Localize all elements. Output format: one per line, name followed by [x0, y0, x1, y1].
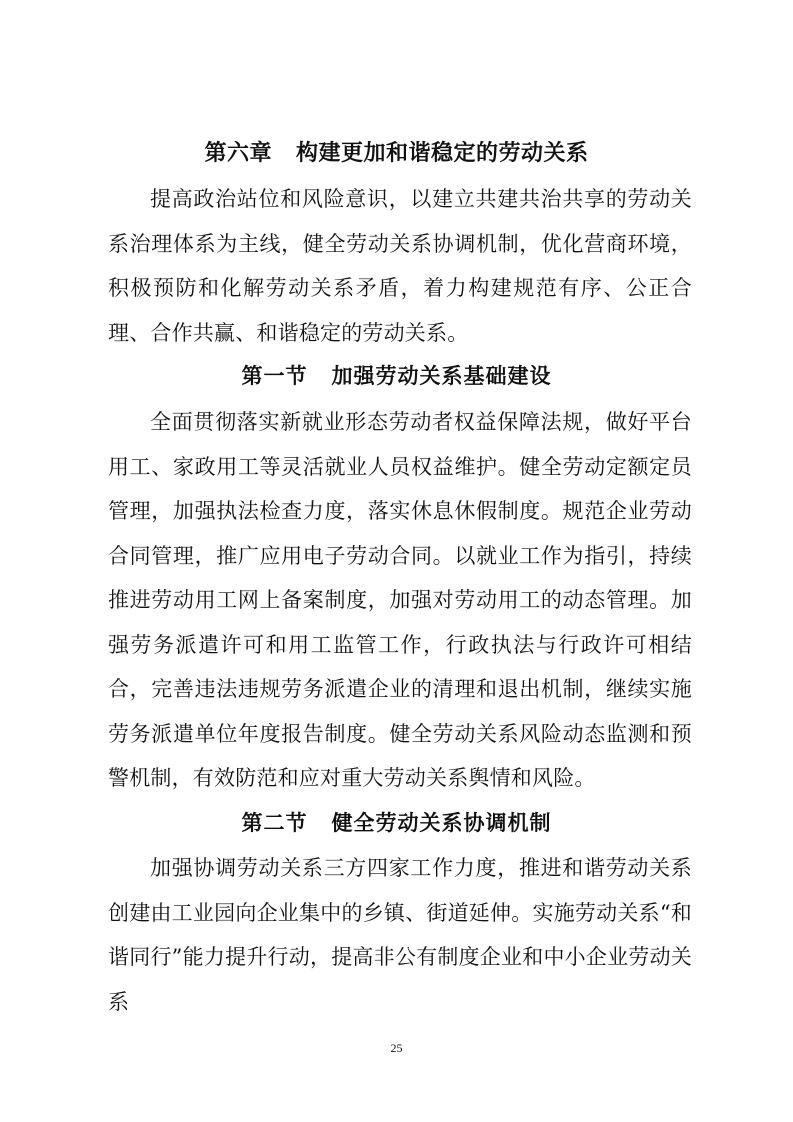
section-2-number: 第二节: [241, 810, 308, 835]
section-1-heading: [0, 360, 793, 392]
section-1-title: 加强劳动关系基础建设: [331, 363, 552, 388]
page-number: 25: [390, 1041, 403, 1055]
section-2-title: 健全劳动关系协调机制: [331, 810, 552, 835]
chapter-title: 构建更加和谐稳定的劳动关系: [296, 140, 589, 166]
section-2-paragraph: 加强协调劳动关系三方四家工作力度，推进和谐劳动关系创建由工业园向企业集中的乡镇、街道延伸。实施劳动关系“和谐同行”能力提升行动，提高非公有制度企业和中小企业劳动关系: [108, 856, 692, 1014]
section-1-number: 第一节: [241, 363, 308, 388]
chapter-intro-paragraph: 提高政治站位和风险意识，以建立共建共治共享的劳动关系治理体系为主线，健全劳动关系协调机制，优化营商环境，积极预防和化解劳动关系矛盾，着力构建规范有序、公正合理、合作共赢、和谐稳定的劳动关系。: [108, 187, 692, 345]
chapter-number: 第六章: [204, 140, 272, 166]
chapter-heading: [0, 136, 793, 170]
section-1-paragraph: 全面贯彻落实新就业形态劳动者权益保障法规，做好平台用工、家政用工等灵活就业人员权益维护。健全劳动定额定员管理，加强执法检查力度，落实休息休假制度。规范企业劳动合同管理，推广应用电子劳动合同。以就业工作为指引，持续推进劳动用工网上备案制度，加强对劳动用工的动态管理。加强劳务派遣许可和用工监管工作，行政执法与行政许可相结合，完善违法违规劳务派遣企业的清理和退出机制，继续实施劳务派遣单位年度报告制度。健全劳动关系风险动态监测和预警机制，有效防范和应对重大劳动关系舆情和风险。: [108, 410, 692, 790]
section-2-heading: [0, 807, 793, 839]
